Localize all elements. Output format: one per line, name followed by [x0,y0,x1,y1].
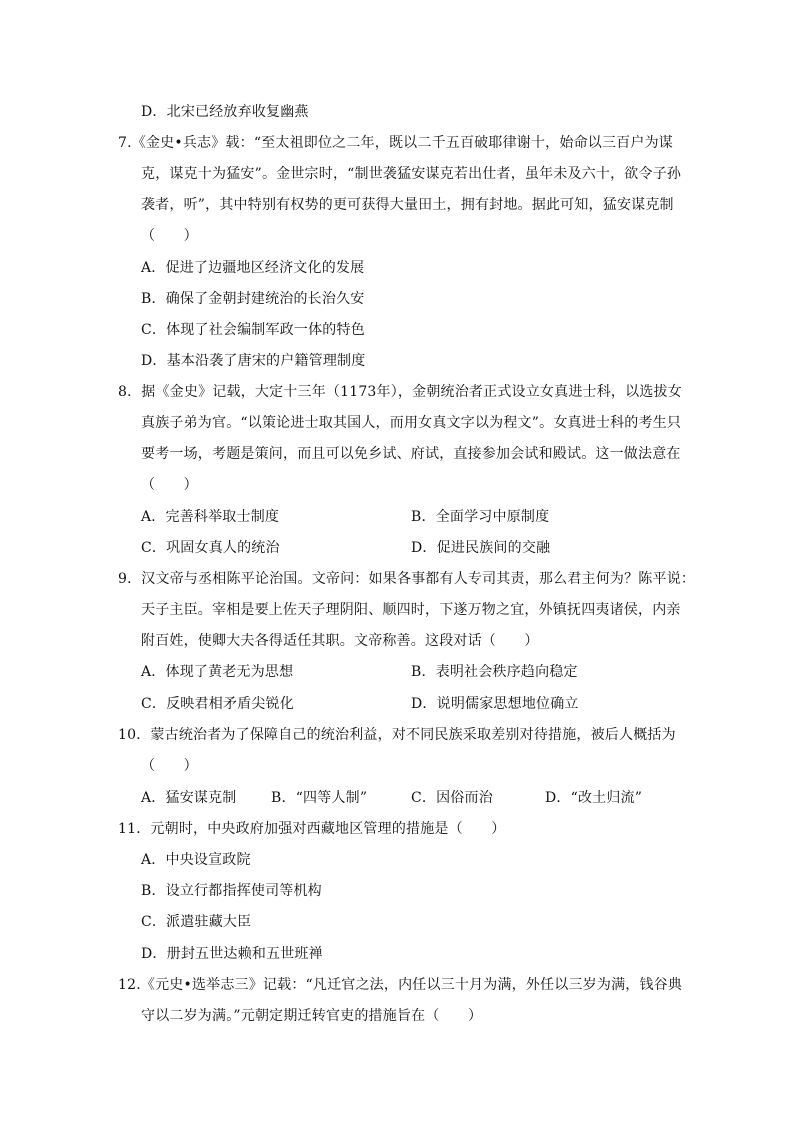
q10-answer-paren: （ ） [141,758,198,774]
q9-option-b: B．表明社会秩序趋向稳定 [411,664,578,680]
q9-option-c: C．反映君相矛盾尖锐化 [141,696,294,712]
q9-stem-line3: 附百姓，使卿大夫各得适任其职。文帝称善。这段对话（ ） [141,633,539,649]
q10-option-a: A．猛安谋克制 [141,790,237,806]
q8-option-b: B．全面学习中原制度 [411,509,550,525]
q11-option-a: A．中央设宣政院 [141,852,251,868]
q10-option-b: B．“四等人制” [271,790,368,806]
q10-option-d: D．“改土归流” [545,790,643,806]
q8-option-c: C．巩固女真人的统治 [141,540,280,556]
q6-option-d: D．北宋已经放弃收复幽燕 [141,104,309,120]
q8-stem-line1: 8．据《金史》记载，大定十三年（1173年），金朝统治者正式设立女真进士科，以选拔女 [118,384,682,400]
q9-option-d: D．说明儒家思想地位确立 [411,696,579,712]
q9-option-a: A．体现了黄老无为思想 [141,664,294,680]
q9-stem-line1: 9．汉文帝与丞相陈平论治国。文帝问：如果各事都有人专司其责，那么君主何为？陈平说： [118,571,696,587]
q10-stem-line1: 10．蒙古统治者为了保障自己的统治利益，对不同民族采取差别对待措施，被后人概括为 [118,727,676,743]
q7-option-c: C．体现了社会编制军政一体的特色 [141,322,365,338]
q8-option-d: D．促进民族间的交融 [411,540,551,556]
q9-stem-line2: 天子主臣。宰相是要上佐天子理阴阳、顺四时，下遂万物之宜，外镇抚四夷诸侯，内亲 [141,602,681,618]
q7-answer-paren: （ ） [141,228,198,244]
q11-option-c: C．派遣驻藏大臣 [141,914,252,930]
q7-stem-line1: 7.《金史•兵志》载：“至太祖即位之二年，既以二千五百破耶律谢十，始命以三百户为谋 [118,135,673,151]
q7-stem-line2: 克，谋克十为猛安”。金世宗时，“制世袭猛安谋克若出仕者，虽年未及六十，欲令子孙 [141,166,682,182]
q11-stem-line1: 11．元朝时，中央政府加强对西藏地区管理的措施是（ ） [118,821,506,837]
q8-answer-paren: （ ） [141,477,198,493]
q7-stem-line3: 袭者，听”，其中特别有权势的更可获得大量田土，拥有封地。据此可知，猛安谋克制 [141,197,674,213]
q11-option-d: D．册封五世达赖和五世班禅 [141,946,323,962]
q7-option-d: D．基本沿袭了唐宋的户籍管理制度 [141,353,366,369]
q8-option-a: A．完善科举取士制度 [141,509,280,525]
q8-stem-line3: 要考一场，考题是策问，而且可以免乡试、府试，直接参加会试和殿试。这一做法意在 [141,446,681,462]
q10-option-c: C．因俗而治 [411,790,493,806]
q11-option-b: B．设立行都指挥使司等机构 [141,883,322,899]
q7-option-a: A．促进了边疆地区经济文化的发展 [141,260,365,276]
q12-stem-line2: 守以二岁为满。”元朝定期迁转官吏的措施旨在（ ） [141,1008,483,1024]
q8-stem-line2: 真族子弟为官。“以策论进士取其国人，而用女真文字以为程文”。女真进士科的考生只 [141,415,682,431]
q12-stem-line1: 12.《元史•选举志三》记载：“凡迁官之法，内任以三十月为满，外任以三岁为满，钱谷典 [118,977,683,993]
q7-option-b: B．确保了金朝封建统治的长治久安 [141,291,365,307]
